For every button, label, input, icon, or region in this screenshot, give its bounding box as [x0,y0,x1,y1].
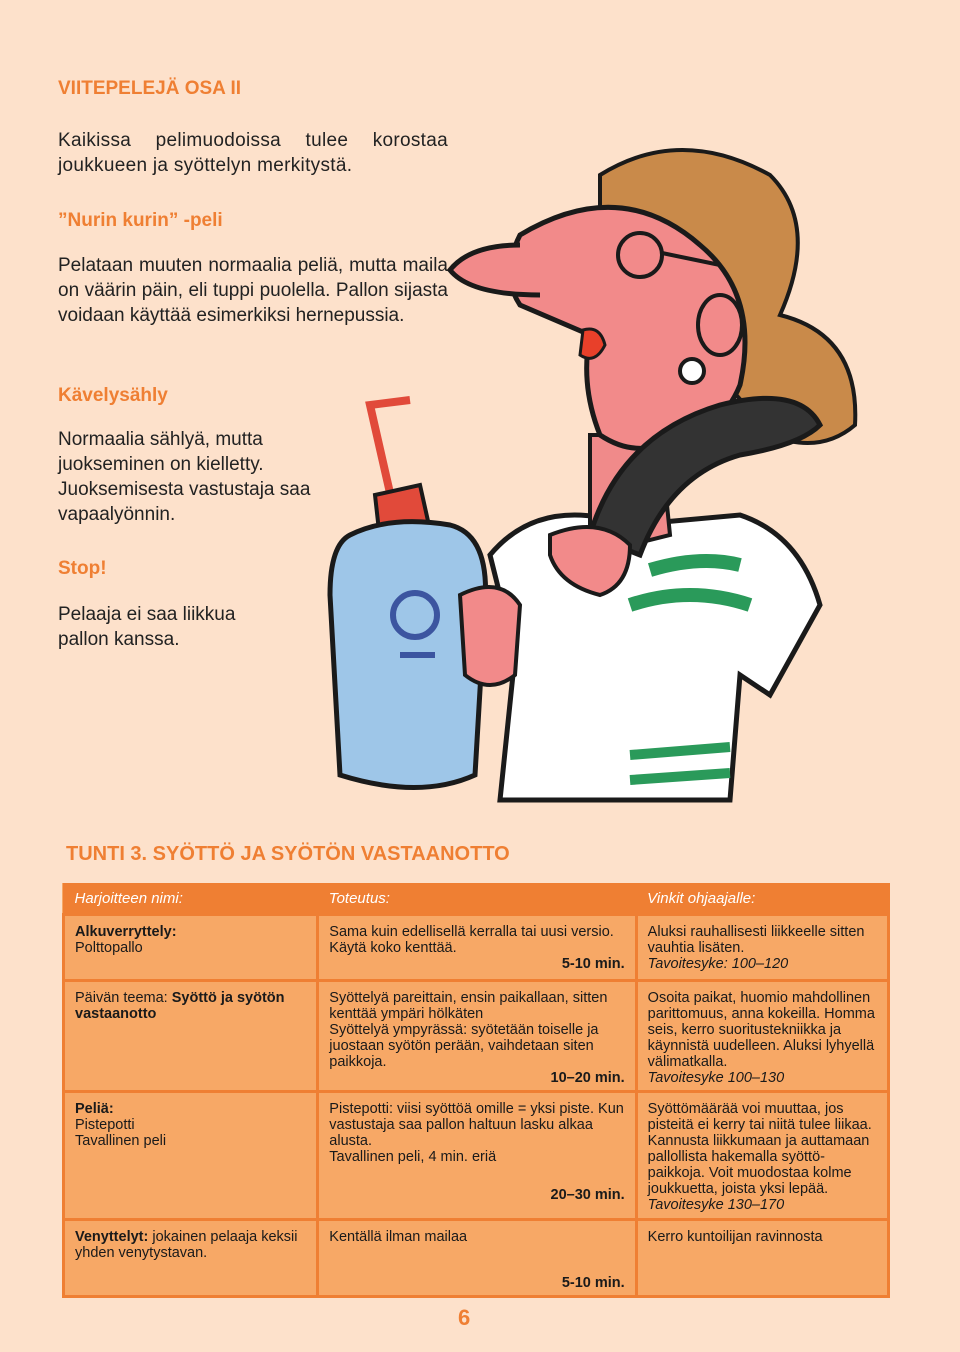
exercise-name-value: Pistepotti Tavallinen peli [75,1117,167,1149]
duration: 5-10 min. [561,956,625,972]
exercise-name-label: Peliä: [75,1101,114,1117]
intro-text: Kaikissa pelimuodoissa tulee korostaa joukkueen ja syöttelyn merkitystä. [58,130,448,176]
duration: 20–30 min. [550,1187,625,1203]
target-heart-rate: Tavoitesyke: 100–120 [647,956,789,972]
table-row [64,1092,889,1220]
exercise-name-label: Alkuverryttely: [75,924,177,940]
implementation-text: Pistepotti: viisi syöttöä omille = yksi piste. Kun vastustaja saa pallon haltuun lasku alkaa alusta. Tavallinen peli, 4 min. eriä [329,1101,624,1165]
table-row [64,1220,889,1297]
page-number: 6 [458,1305,471,1330]
tips-cell [636,1092,888,1220]
exercise-name-cell [64,1220,318,1297]
target-heart-rate: Tavoitesyke 130–170 [647,1197,785,1213]
exercise-name-prefix: Päivän teema: [75,990,172,1006]
section-title-stop: Stop! [58,558,107,579]
target-heart-rate: Tavoitesyke 100–130 [647,1070,785,1086]
tips-cell [636,1220,888,1297]
section-title-kavelysahly: Kävelysähly [58,385,168,406]
duration: 10–20 min. [550,1070,625,1086]
main-heading: VIITEPELEJÄ OSA II [58,78,242,99]
implementation-text: Syöttelyä pareittain, ensin paikallaan, sitten kenttää ympäri hölkäten Syöttelyä ympyrässä: syötetään toiselle ja juostaan syötön perään, vaihdetaan siten paikkoja. [329,990,608,1070]
table-header-row [64,884,889,915]
implementation-cell [318,1092,636,1220]
implementation-text: Sama kuin edellisellä kerralla tai uusi versio. Käytä koko kenttää. [329,924,614,956]
tips-text: Kerro kuntoilijan ravinnosta [647,1229,823,1245]
column-header-tips: Vinkit ohjaajalle: [636,884,888,915]
table-row [64,981,889,1092]
lesson-title: TUNTI 3. SYÖTTÖ JA SYÖTÖN VASTAANOTTO [66,843,510,865]
exercise-name-value: jokainen pelaaja keksii yhden venytystavan. [75,1229,298,1261]
implementation-text: Kentällä ilman mailaa [329,1229,468,1245]
table-row [64,915,889,981]
section-text-kavelysahly: Normaalia sählyä, mutta juokseminen on kielletty. Juoksemisesta vastustaja saa vapaalyönnin. [58,429,311,525]
cartoon-player-illustration [300,135,880,815]
tips-text: Aluksi rauhallisesti liikkeelle sitten vauhtia lisäten. [647,924,865,956]
lesson-schedule-table [62,883,890,1298]
section-text-nurin-kurin: Pelataan muuten normaalia peliä, mutta maila on väärin päin, eli tuppi puolella. Pallon sijasta voidaan käyttää esimerkiksi hernepussia. [58,255,448,326]
column-header-implementation: Toteutus: [318,884,636,915]
exercise-name-cell [64,915,318,981]
tips-cell [636,915,888,981]
tips-cell [636,981,888,1092]
duration: 5-10 min. [561,1275,625,1291]
exercise-name-cell [64,981,318,1092]
exercise-name-label: Venyttelyt: [75,1229,149,1245]
exercise-name-label: Syöttö ja syötön vastaanotto [75,990,285,1022]
section-text-stop: Pelaaja ei saa liikkua pallon kanssa. [58,604,236,650]
implementation-cell [318,981,636,1092]
tips-text: Osoita paikat, huomio mahdollinen parittomuus, anna kokeilla. Homma seis, kerro suoritustekniikka ja käynnistä uudelleen. Aluksi lyhyellä välimatkalla. [647,990,875,1070]
implementation-cell [318,1220,636,1297]
section-title-nurin-kurin: ”Nurin kurin” -peli [58,210,223,231]
tips-text: Syöttömäärää voi muuttaa, jos pisteitä ei kerry tai niitä tulee liikaa. Kannusta liikkumaan ja auttamaan pallollista hakemalla syöttö- paikkoja. Voit muodostaa kolme joukkuetta, joista yksi lepää. [647,1101,872,1197]
column-header-exercise-name: Harjoitteen nimi: [64,884,318,915]
implementation-cell [318,915,636,981]
exercise-name-cell [64,1092,318,1220]
exercise-name-value: Polttopallo [75,940,143,956]
